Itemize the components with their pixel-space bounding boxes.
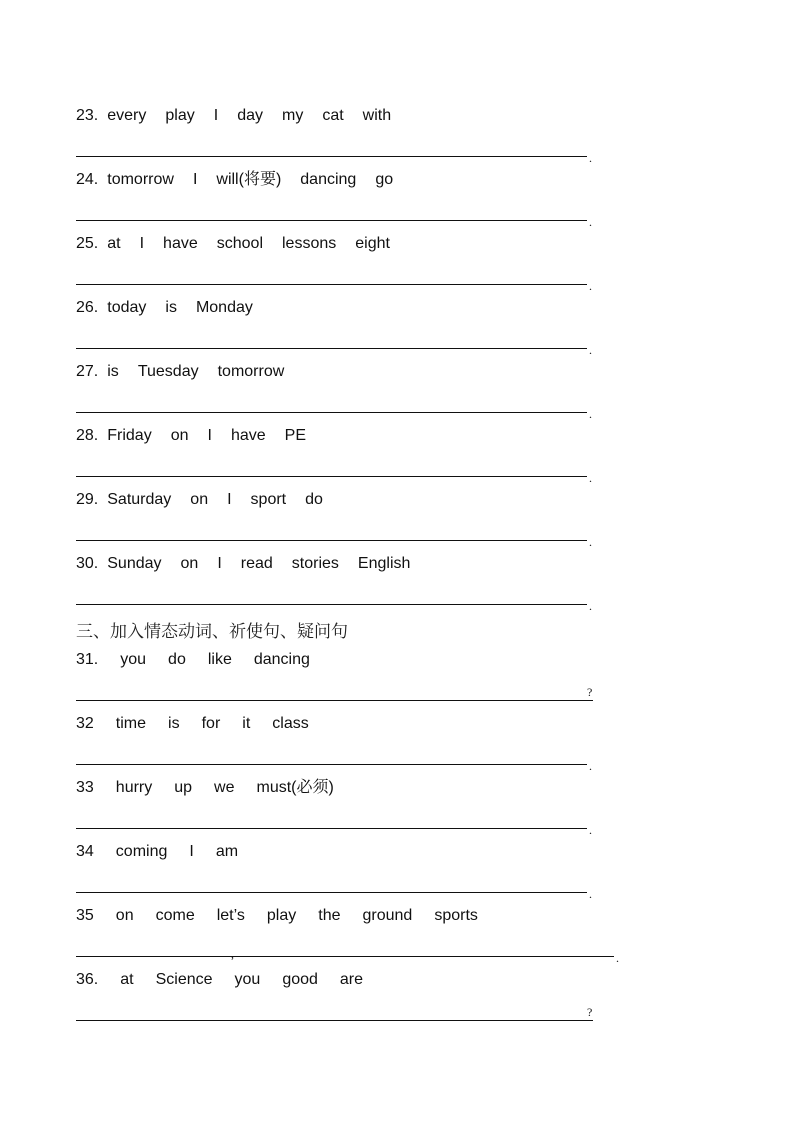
scrambled-word: for xyxy=(201,715,221,732)
answer-line[interactable] xyxy=(76,828,587,829)
scrambled-word: tomorrow xyxy=(217,363,285,380)
scrambled-word: school xyxy=(216,235,263,252)
scrambled-word: every xyxy=(107,107,147,124)
question-26 xyxy=(76,298,272,318)
scrambled-word: will(将要) xyxy=(216,171,282,188)
scrambled-word: like xyxy=(207,651,232,668)
question-number: 30. xyxy=(76,555,99,572)
question-number: 32 xyxy=(76,715,94,732)
scrambled-word: you xyxy=(234,971,261,988)
end-punctuation: . xyxy=(589,759,592,773)
question-28 xyxy=(76,426,325,446)
question-31 xyxy=(76,650,332,670)
end-punctuation: . xyxy=(589,407,592,421)
question-36 xyxy=(76,970,385,990)
scrambled-word: coming xyxy=(115,843,168,860)
scrambled-word: Monday xyxy=(195,299,253,316)
scrambled-word: you xyxy=(120,651,147,668)
question-33 xyxy=(76,778,356,798)
scrambled-word: must(必须) xyxy=(256,779,334,796)
scrambled-word: play xyxy=(165,107,195,124)
end-punctuation: . xyxy=(589,887,592,901)
scrambled-word: ground xyxy=(362,907,413,924)
end-punctuation: . xyxy=(616,951,619,965)
question-number: 26. xyxy=(76,299,99,316)
end-punctuation: . xyxy=(589,215,592,229)
scrambled-word: dancing xyxy=(253,651,310,668)
end-punctuation: ? xyxy=(587,1005,593,1019)
scrambled-word: stories xyxy=(291,555,339,572)
scrambled-word: sports xyxy=(434,907,478,924)
scrambled-word: do xyxy=(168,651,186,668)
question-number: 29. xyxy=(76,491,99,508)
end-punctuation: . xyxy=(589,279,592,293)
end-punctuation: . xyxy=(589,599,592,613)
scrambled-word: let’s xyxy=(216,907,245,924)
scrambled-word: sport xyxy=(250,491,287,508)
question-35 xyxy=(76,906,500,926)
scrambled-word: are xyxy=(339,971,364,988)
end-punctuation: . xyxy=(589,151,592,165)
question-number: 24. xyxy=(76,171,99,188)
scrambled-word: Friday xyxy=(107,427,152,444)
scrambled-word: read xyxy=(240,555,273,572)
scrambled-word: PE xyxy=(284,427,306,444)
scrambled-word: eight xyxy=(355,235,390,252)
question-number: 23. xyxy=(76,107,99,124)
scrambled-word: on xyxy=(190,491,209,508)
question-number: 27. xyxy=(76,363,99,380)
scrambled-word: at xyxy=(120,971,134,988)
end-punctuation: ? xyxy=(587,685,593,699)
scrambled-word: I xyxy=(217,555,222,572)
scrambled-word: I xyxy=(207,427,212,444)
question-number: 33 xyxy=(76,779,94,796)
answer-line[interactable] xyxy=(76,412,587,413)
answer-line[interactable] xyxy=(76,764,587,765)
scrambled-word: play xyxy=(266,907,297,924)
scrambled-word: hurry xyxy=(115,779,153,796)
scrambled-word: I xyxy=(227,491,232,508)
scrambled-word: on xyxy=(115,907,134,924)
section-heading: 三、加入情态动词、祈使句、疑问句 xyxy=(76,622,348,642)
question-number: 35 xyxy=(76,907,94,924)
scrambled-word: today xyxy=(107,299,147,316)
scrambled-word: it xyxy=(242,715,251,732)
scrambled-word: lessons xyxy=(282,235,337,252)
scrambled-word: is xyxy=(165,299,177,316)
answer-line[interactable] xyxy=(76,604,587,605)
answer-line[interactable] xyxy=(76,892,587,893)
scrambled-word: have xyxy=(230,427,266,444)
answer-line[interactable] xyxy=(76,284,587,285)
question-number: 36. xyxy=(76,971,99,988)
scrambled-word: the xyxy=(318,907,341,924)
scrambled-word: Saturday xyxy=(107,491,172,508)
question-32 xyxy=(76,714,331,734)
scrambled-word: Tuesday xyxy=(137,363,199,380)
scrambled-word: is xyxy=(107,363,119,380)
scrambled-word: class xyxy=(272,715,309,732)
question-30 xyxy=(76,554,429,574)
scrambled-word: good xyxy=(282,971,318,988)
scrambled-word: up xyxy=(174,779,193,796)
question-24 xyxy=(76,170,412,190)
scrambled-word: on xyxy=(170,427,189,444)
scrambled-word: with xyxy=(362,107,392,124)
end-punctuation: . xyxy=(589,343,592,357)
scrambled-word: I xyxy=(189,843,194,860)
answer-line[interactable] xyxy=(76,956,614,957)
answer-line[interactable] xyxy=(76,700,593,701)
answer-line[interactable] xyxy=(76,1020,593,1021)
scrambled-word: my xyxy=(281,107,304,124)
scrambled-word: I xyxy=(213,107,219,124)
scrambled-word: English xyxy=(357,555,411,572)
scrambled-word: is xyxy=(168,715,180,732)
scrambled-word: cat xyxy=(322,107,344,124)
scrambled-word: on xyxy=(180,555,199,572)
question-number: 25. xyxy=(76,235,99,252)
scrambled-word: day xyxy=(237,107,263,124)
end-punctuation: . xyxy=(589,535,592,549)
scrambled-word: Sunday xyxy=(107,555,162,572)
scrambled-word: dancing xyxy=(300,171,357,188)
scrambled-word: time xyxy=(115,715,147,732)
scrambled-word: tomorrow xyxy=(107,171,174,188)
scrambled-word: at xyxy=(107,235,121,252)
question-34 xyxy=(76,842,260,862)
scrambled-word: come xyxy=(155,907,195,924)
question-number: 31. xyxy=(76,651,99,668)
scrambled-word: go xyxy=(375,171,394,188)
answer-line[interactable] xyxy=(76,476,587,477)
answer-line[interactable] xyxy=(76,220,587,221)
answer-line[interactable] xyxy=(76,156,587,157)
scrambled-word: do xyxy=(305,491,323,508)
question-25 xyxy=(76,234,409,254)
scrambled-word: have xyxy=(163,235,198,252)
scrambled-word: am xyxy=(215,843,239,860)
answer-line[interactable] xyxy=(76,348,587,349)
question-number: 34 xyxy=(76,843,94,860)
end-punctuation: . xyxy=(589,823,592,837)
comma-punctuation: , xyxy=(231,947,234,961)
question-29 xyxy=(76,490,342,510)
scrambled-word: we xyxy=(214,779,235,796)
question-number: 28. xyxy=(76,427,99,444)
scrambled-word: I xyxy=(139,235,145,252)
question-27 xyxy=(76,362,303,382)
scrambled-word: I xyxy=(192,171,198,188)
scrambled-word: Science xyxy=(155,971,213,988)
answer-line[interactable] xyxy=(76,540,587,541)
end-punctuation: . xyxy=(589,471,592,485)
question-23 xyxy=(76,106,410,126)
